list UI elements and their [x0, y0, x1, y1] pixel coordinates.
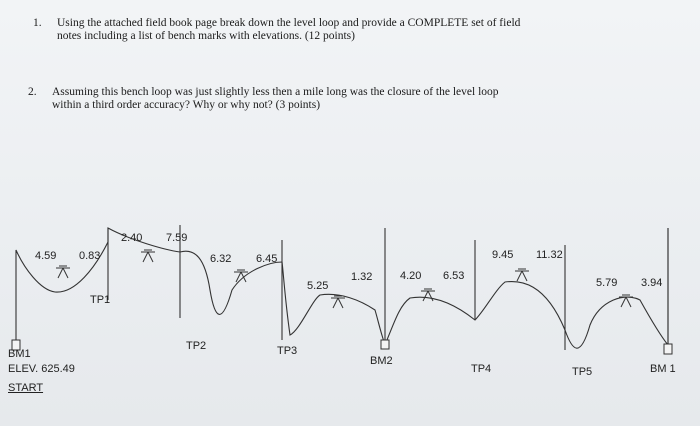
backsight-reading: 9.45: [492, 249, 514, 261]
level-instrument-icon: [515, 269, 529, 281]
level-instrument-icon: [141, 250, 155, 262]
benchmark-label: BM 1: [650, 363, 676, 375]
turning-point-label: TP1: [90, 294, 111, 306]
foresight-reading: 3.94: [641, 277, 663, 289]
turning-point-label: TP2: [186, 340, 207, 352]
question-number: 2.: [28, 86, 37, 98]
backsight-reading: 6.32: [210, 253, 232, 265]
backsight-reading: 4.59: [35, 250, 57, 262]
question-number: 1.: [33, 17, 42, 29]
foresight-reading: 6.45: [256, 253, 278, 265]
level-instrument-icon: [56, 266, 70, 278]
foresight-reading: 0.83: [79, 250, 101, 262]
level-instrument-icon: [421, 289, 435, 301]
benchmark-marker-icon: [664, 344, 672, 354]
level-instrument-icon: [619, 295, 633, 307]
backsight-reading: 5.25: [307, 280, 329, 292]
turning-point-label: TP3: [277, 345, 298, 357]
start-label: START: [8, 382, 44, 394]
benchmark-markers: [12, 340, 672, 354]
benchmark-marker-icon: [381, 340, 389, 349]
backsight-reading: 5.79: [596, 277, 618, 289]
question-text: Assuming this bench loop was just slightly less then a mile long was the closure of the level loop within a third order accuracy? Why or why not? (3 points): [52, 86, 499, 111]
backsight-reading: 4.20: [400, 270, 422, 282]
level-instrument-icon: [331, 296, 345, 308]
foresight-reading: 6.53: [443, 270, 465, 282]
question-text: Using the attached field book page break down the level loop and provide a COMPLETE set of field notes including a list of bench marks with elevations. (12 points): [57, 17, 521, 42]
foresight-reading: 1.32: [351, 271, 373, 283]
benchmark-label: BM1: [8, 348, 31, 360]
turning-point-label: TP5: [572, 366, 593, 378]
turning-point-label: TP4: [471, 363, 492, 375]
sight-line-profile: [16, 228, 668, 350]
backsight-reading: 2.40: [121, 232, 143, 244]
foresight-reading: 11.32: [536, 249, 563, 261]
foresight-reading: 7.59: [166, 232, 188, 244]
benchmark-label: BM2: [370, 355, 393, 367]
benchmark-elevation: ELEV. 625.49: [8, 363, 75, 375]
